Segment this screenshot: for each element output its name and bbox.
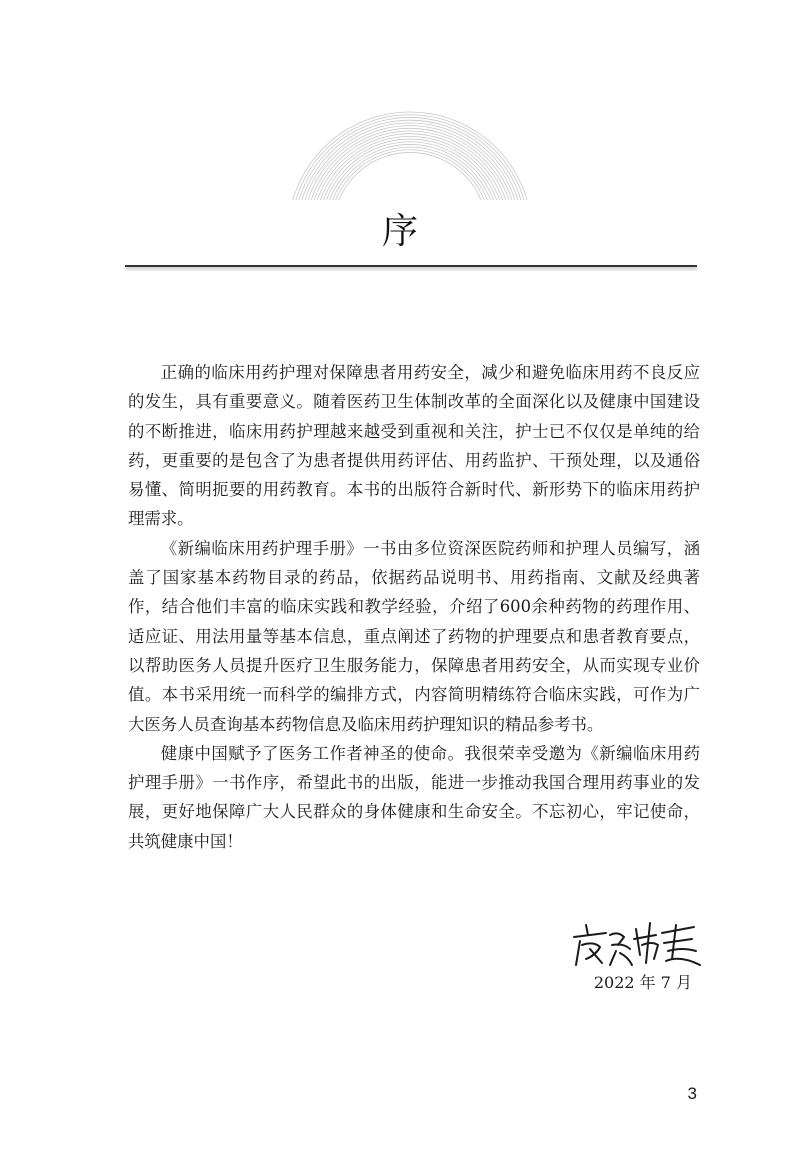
page-title: 序 [381, 211, 418, 252]
signature-icon [566, 915, 706, 975]
title-divider [125, 265, 697, 267]
preface-date: 2022 年 7 月 [593, 973, 692, 992]
preface-paragraph-2: 《新编临床用药护理手册》一书由多位资深医院药师和护理人员编写，涵盖了国家基本药物目录的药品，依据药品说明书、用药指南、文献及经典著作，结合他们丰富的临床实践和教学经验，介绍了600余种药物的药理作用、适应证、用法用量等基本信息，重点阐述了药物的护理要点和患者教育要点，以帮助医务人员提升医疗卫生服务能力，保障患者用药安全，从而实现专业价值。本书采用统一而科学的编排方式，内容简明精练符合临床实践，可作为广大医务人员查询基本药物信息及临床用药护理知识的精品参考书。 [128, 538, 700, 734]
preface-paragraph-3: 健康中国赋予了医务工作者神圣的使命。我很荣幸受邀为《新编临床用药护理手册》一书作序，希望此书的出版，能进一步推动我国合理用药事业的发展，更好地保障广大人民群众的身体健康和生命安全。不忘初心，牢记使命，共筑健康中国！ [128, 743, 700, 851]
page-number: 3 [687, 1084, 697, 1103]
preface-body [128, 358, 700, 856]
preface-paragraph-1: 正确的临床用药护理对保障患者用药安全，减少和避免临床用药不良反应的发生，具有重要意义。随着医药卫生体制改革的全面深化以及健康中国建设的不断推进，临床用药护理越来越受到重视和关注，护士已不仅仅是单纯的给药，更重要的是包含了为患者提供用药评估、用药监护、干预处理，以及通俗易懂、简明扼要的用药教育。本书的出版符合新时代、新形势下的临床用药护理需求。 [128, 363, 700, 529]
